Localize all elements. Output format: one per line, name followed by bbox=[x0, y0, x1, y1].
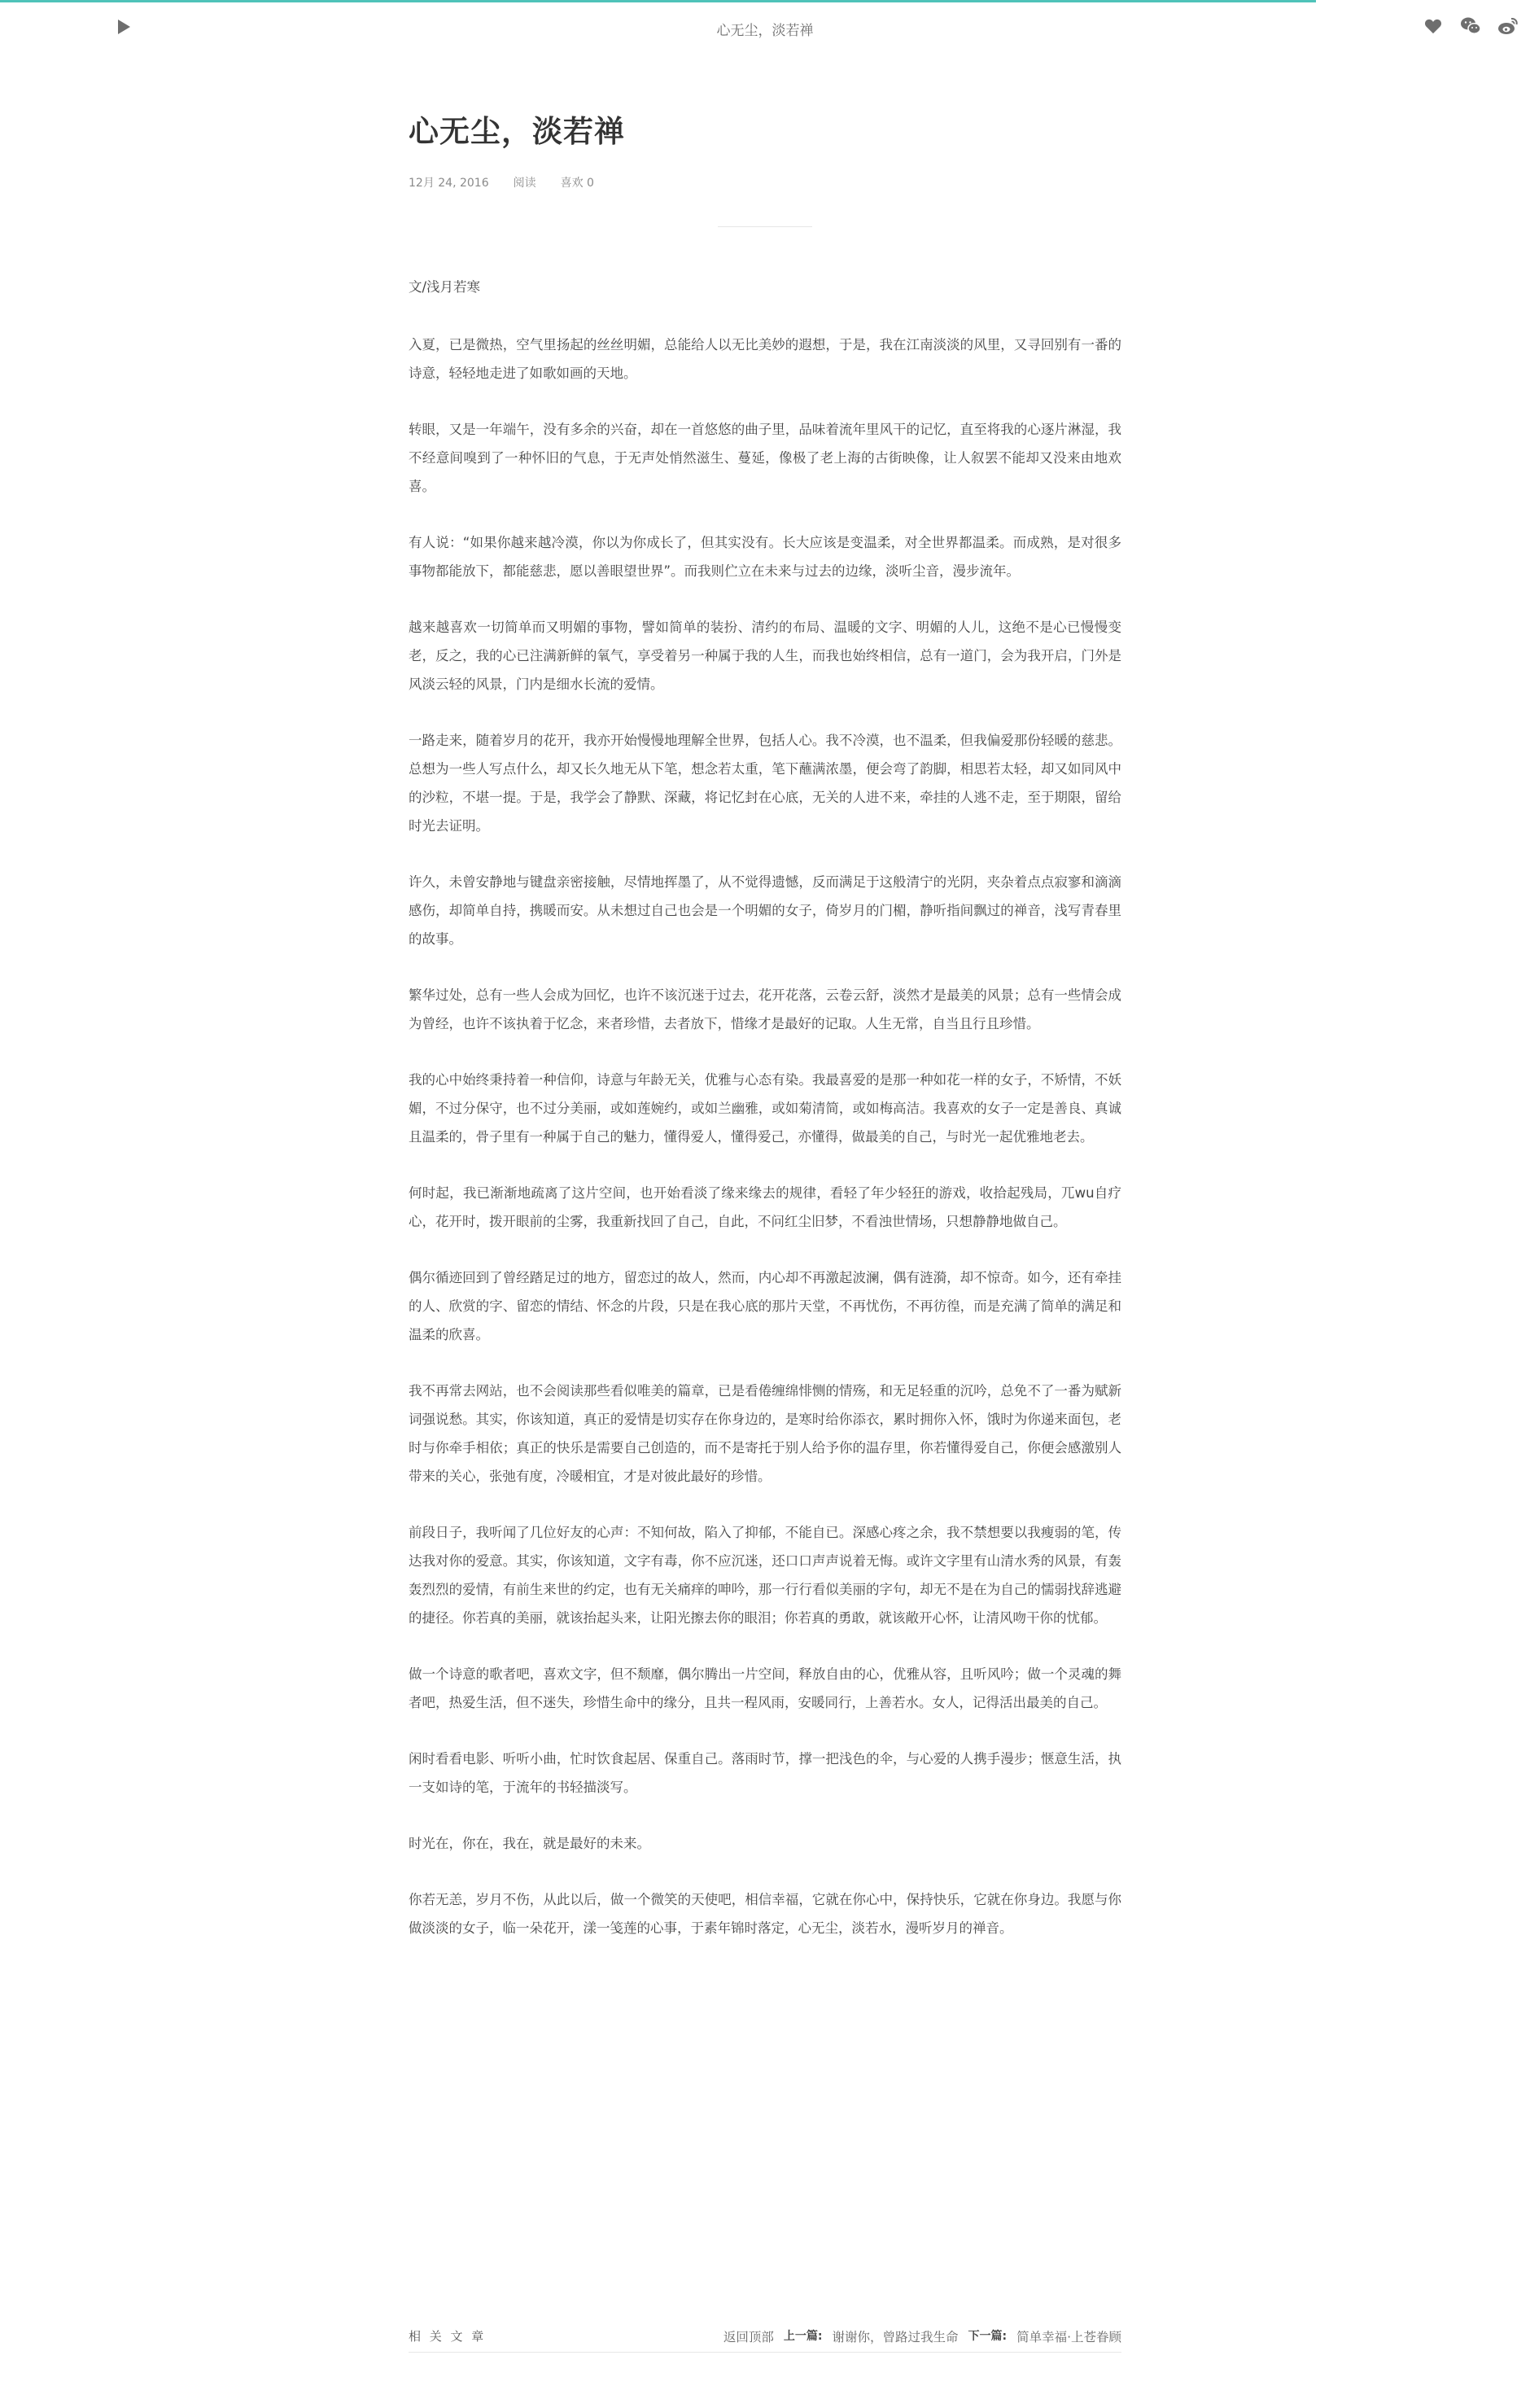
paragraph: 越来越喜欢一切简单而又明媚的事物，譬如简单的装扮、清约的布局、温暖的文字、明媚的人儿，这绝不是心已慢慢变老，反之，我的心已注满新鲜的氧气，享受着另一种属于我的人生，而我也始终相信，总有一道门，会为我开启，门外是风淡云轻的风景，门内是细水长流的爱情。 bbox=[409, 620, 1121, 692]
weibo-icon[interactable] bbox=[1497, 15, 1519, 37]
post-title: 心无尘，淡若禅 bbox=[409, 114, 625, 149]
like-count[interactable]: 喜欢 0 bbox=[560, 177, 594, 190]
paragraph: 前段日子，我听闻了几位好友的心声：不知何故，陷入了抑郁，不能自已。深感心疼之余，我不禁想要以我瘦弱的笔，传达我对你的爱意。其实，你该知道，文字有毒，你不应沉迷，还口口声声说着无悔。或许文字里有山清水秀的风景，有轰轰烈烈的爱情，有前生来世的约定，也有无关痛痒的呻吟，那一行行看似美丽的字句，却无不是在为自己的懦弱找辞逃避的捷径。你若真的美丽，就该抬起头来，让阳光擦去你的眼泪；你若真的勇敢，就该敞开心怀，让清风吻干你的忧郁。 bbox=[409, 1525, 1121, 1626]
top-bar-title: 心无尘，淡若禅 bbox=[716, 23, 814, 39]
paragraph: 何时起，我已渐渐地疏离了这片空间，也开始看淡了缘来缘去的规律，看轻了年少轻狂的游戏，收拾起残局，兀wu自疗心，花开时，拨开眼前的尘雾，我重新找回了自己，自此，不问红尘旧梦，不看浊世情场，只想静静地做自己。 bbox=[409, 1185, 1121, 1229]
footer-nav bbox=[409, 2319, 1121, 2353]
paragraph: 我不再常去网站，也不会阅读那些看似唯美的篇章，已是看倦缠绵悱恻的情殇，和无足轻重的沉吟，总免不了一番为赋新词强说愁。其实，你该知道，真正的爱情是切实存在你身边的，是寒时给你添衣，累时拥你入怀，饿时为你递来面包，老时与你牵手相依；真正的快乐是需要自己创造的，而不是寄托于别人给予你的温存里，你若懂得爱自己，你便会感激别人带来的关心，张弛有度，冷暖相宜，才是对彼此最好的珍惜。 bbox=[409, 1383, 1121, 1484]
related-posts-label: 相 关 文 章 bbox=[409, 2329, 487, 2344]
top-bar bbox=[0, 2, 1530, 53]
like-icon[interactable] bbox=[1423, 15, 1444, 37]
paragraph: 入夏，已是微热，空气里扬起的丝丝明媚，总能给人以无比美妙的遐想，于是，我在江南淡淡的风里，又寻回别有一番的诗意，轻轻地走进了如歌如画的天地。 bbox=[409, 337, 1121, 381]
article bbox=[409, 90, 1121, 1970]
paragraph: 做一个诗意的歌者吧，喜欢文字，但不颓靡，偶尔腾出一片空间，释放自由的心，优雅从容，且听风吟；做一个灵魂的舞者吧，热爱生活，但不迷失，珍惜生命中的缘分，且共一程风雨，安暖同行，上善若水。女人，记得活出最美的自己。 bbox=[409, 1666, 1121, 1710]
share-actions bbox=[1423, 15, 1519, 37]
paragraph: 你若无恙，岁月不伤，从此以后，做一个微笑的天使吧，相信幸福，它就在你心中，保持快乐，它就在你身边。我愿与你做淡淡的女子，临一朵花开，漾一笺莲的心事，于素年锦时落定，心无尘，淡若水，漫听岁月的禅音。 bbox=[409, 1892, 1121, 1936]
prev-label: 上一篇: bbox=[783, 2330, 823, 2343]
paragraph: 一路走来，随着岁月的花开，我亦开始慢慢地理解全世界，包括人心。我不冷漠，也不温柔，但我偏爱那份轻暖的慈悲。总想为一些人写点什么，却又长久地无从下笔，想念若太重，笔下蘸满浓墨，便会弯了韵脚，相思若太轻，却又如同风中的沙粒，不堪一提。于是，我学会了静默、深藏，将记忆封在心底，无关的人进不来，牵挂的人逃不走，至于期限，留给时光去证明。 bbox=[409, 733, 1121, 834]
wechat-icon[interactable] bbox=[1460, 15, 1481, 37]
paragraph: 我的心中始终秉持着一种信仰，诗意与年龄无关，优雅与心态有染。我最喜爱的是那一种如花一样的女子，不矫情，不妖媚，不过分保守，也不过分美丽，或如莲婉约，或如兰幽雅，或如菊清简，或如梅高洁。我喜欢的女子一定是善良、真诚且温柔的，骨子里有一种属于自己的魅力，懂得爱人，懂得爱己，亦懂得，做最美的自己，与时光一起优雅地老去。 bbox=[409, 1072, 1121, 1145]
post-navigation bbox=[723, 2327, 1121, 2345]
paragraph: 有人说：“如果你越来越冷漠，你以为你成长了，但其实没有。长大应该是变温柔，对全世界都温柔。而成熟，是对很多事物都能放下，都能慈悲，愿以善眼望世界”。而我则伫立在未来与过去的边缘，淡听尘音，漫步流年。 bbox=[409, 535, 1121, 579]
read-count: 阅读 bbox=[513, 177, 536, 190]
paragraph: 时光在，你在，我在，就是最好的未来。 bbox=[409, 1836, 650, 1851]
paragraph: 闲时看看电影、听听小曲，忙时饮食起居、保重自己。落雨时节，撑一把浅色的伞，与心爱的人携手漫步；惬意生活，执一支如诗的笔，于流年的书轻描淡写。 bbox=[409, 1751, 1121, 1795]
next-label: 下一篇: bbox=[968, 2330, 1008, 2343]
paragraph: 繁华过处，总有一些人会成为回忆，也许不该沉迷于过去，花开花落，云卷云舒，淡然才是最美的风景；总有一些情会成为曾经，也许不该执着于忆念，来者珍惜，去者放下，惜缘才是最好的记取。人生无常，自当且行且珍惜。 bbox=[409, 987, 1121, 1031]
paragraph: 偶尔循迹回到了曾经踏足过的地方，留恋过的故人，然而，内心却不再激起波澜，偶有涟漪，却不惊奇。如今，还有牵挂的人、欣赏的字、留恋的情结、怀念的片段，只是在我心底的那片天堂，不再忧伤，不再彷徨，而是充满了简单的满足和温柔的欣喜。 bbox=[409, 1270, 1121, 1342]
paragraph: 许久，未曾安静地与键盘亲密接触，尽情地挥墨了，从不觉得遗憾，反而满足于这般清宁的光阴，夹杂着点点寂寥和滴滴感伤，却简单自持，携暖而安。从未想过自己也会是一个明媚的女子，倚岁月的门楣，静听指间飘过的禅音，浅写青春里的故事。 bbox=[409, 874, 1121, 947]
author-line: 文/浅月若寒 bbox=[409, 279, 481, 295]
paragraph: 转眼，又是一年端午，没有多余的兴奋，却在一首悠悠的曲子里，品味着流年里风干的记忆，直至将我的心逐片淋湿，我不经意间嗅到了一种怀旧的气息，于无声处悄然滋生、蔓延，像极了老上海的古街映像，让人叙罢不能却又没来由地欢喜。 bbox=[409, 422, 1121, 494]
prev-post-link[interactable]: 谢谢你，曾路过我生命 bbox=[832, 2330, 959, 2345]
next-post-link[interactable]: 简单幸福·上苍眷顾 bbox=[1016, 2330, 1121, 2345]
post-content bbox=[409, 273, 1121, 1942]
post-date: 12月 24, 2016 bbox=[409, 177, 489, 190]
post-meta bbox=[409, 174, 1121, 190]
title-divider bbox=[718, 226, 812, 227]
back-to-top-link[interactable]: 返回顶部 bbox=[723, 2330, 774, 2345]
